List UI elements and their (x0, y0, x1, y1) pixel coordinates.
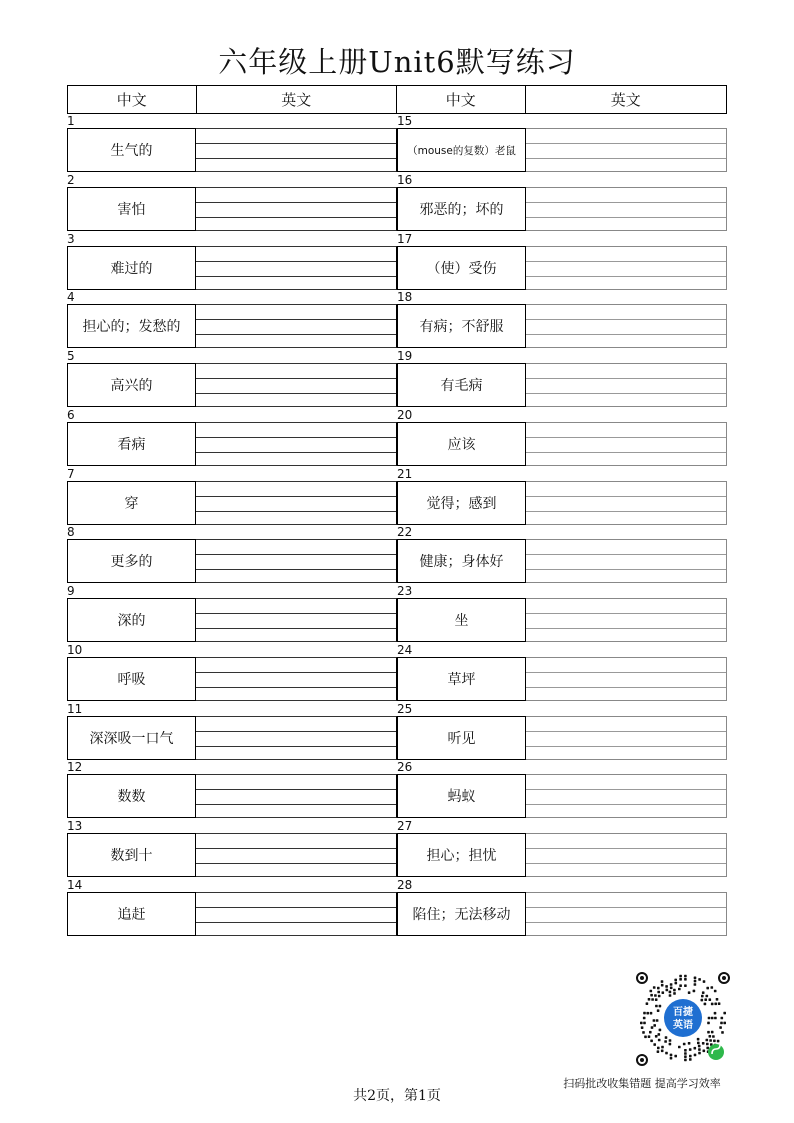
writing-line (196, 496, 396, 497)
writing-line (196, 907, 396, 908)
item-number: 21 (397, 466, 413, 481)
right-entry (397, 760, 727, 819)
writing-line (526, 848, 726, 849)
chinese-word-cell (397, 833, 526, 877)
english-answer-lines[interactable] (196, 187, 397, 231)
chinese-word: 看病 (117, 436, 146, 453)
writing-line (196, 687, 396, 688)
dictation-table (67, 114, 727, 937)
item-number: 9 (67, 584, 75, 598)
writing-line (526, 554, 726, 555)
page-title: 六年级上册Unit6默写练习 (218, 45, 576, 79)
left-entry (67, 232, 397, 291)
chinese-word: 觉得；感到 (426, 495, 497, 512)
table-row (67, 349, 727, 408)
qr-logo-line2: 英语 (673, 1020, 693, 1031)
chinese-word: 生气的 (110, 143, 153, 159)
english-answer-lines[interactable] (526, 833, 727, 877)
item-number: 14 (67, 877, 83, 892)
left-entry (67, 819, 397, 878)
chinese-word-cell (67, 422, 196, 466)
writing-line (526, 687, 726, 688)
left-entry (67, 702, 397, 761)
writing-line (526, 437, 726, 438)
table-row (67, 467, 727, 526)
chinese-word-cell (397, 892, 526, 936)
chinese-word-cell (67, 363, 196, 407)
table-row (67, 702, 727, 761)
table-row (67, 232, 727, 291)
english-answer-lines[interactable] (526, 892, 727, 936)
writing-line (196, 511, 396, 512)
english-answer-lines[interactable] (526, 716, 727, 760)
english-answer-lines[interactable] (196, 246, 397, 290)
left-entry (67, 290, 397, 349)
writing-line (526, 276, 726, 277)
right-entry (397, 114, 727, 173)
writing-line (526, 672, 726, 673)
left-entry (67, 467, 397, 526)
right-entry (397, 525, 727, 584)
writing-line (196, 569, 396, 570)
right-entry (397, 643, 727, 702)
english-answer-lines[interactable] (196, 422, 397, 466)
left-entry (67, 114, 397, 173)
item-number: 26 (397, 760, 413, 775)
chinese-word: 草坪 (447, 671, 476, 688)
right-entry (397, 349, 727, 408)
chinese-word-cell (397, 774, 526, 818)
chinese-word: 健康；身体好 (419, 554, 504, 571)
english-answer-lines[interactable] (526, 657, 727, 701)
chinese-word-cell (67, 833, 196, 877)
item-number: 4 (67, 290, 75, 305)
chinese-word-cell (397, 598, 526, 642)
table-row (67, 408, 727, 467)
wechat-mini-icon (708, 1044, 724, 1060)
english-answer-lines[interactable] (196, 892, 397, 936)
chinese-word-cell (397, 187, 526, 231)
item-number: 10 (67, 642, 83, 657)
chinese-word-cell (67, 128, 196, 172)
writing-line (526, 863, 726, 864)
header-english-2: 英文 (610, 91, 641, 109)
right-entry (397, 232, 727, 291)
item-number: 8 (67, 525, 75, 540)
chinese-word: 数数 (117, 789, 146, 806)
writing-line (196, 863, 396, 864)
table-header (67, 85, 727, 114)
right-entry (397, 702, 727, 761)
chinese-word: 数到十 (110, 848, 153, 864)
table-row (67, 173, 727, 232)
writing-line (196, 437, 396, 438)
item-number: 25 (397, 701, 413, 716)
chinese-word: 陷住；无法移动 (412, 906, 511, 923)
english-answer-lines[interactable] (526, 128, 727, 172)
writing-line (526, 452, 726, 453)
writing-line (196, 334, 396, 335)
right-entry (397, 819, 727, 878)
writing-line (196, 217, 396, 218)
chinese-word-cell (67, 187, 196, 231)
table-row (67, 760, 727, 819)
writing-line (196, 848, 396, 849)
left-entry (67, 878, 397, 937)
chinese-word: 深的 (117, 613, 146, 629)
writing-line (526, 496, 726, 497)
item-number: 2 (67, 172, 75, 187)
chinese-word: 深深吸一口气 (89, 730, 174, 747)
left-entry (67, 643, 397, 702)
right-entry (397, 290, 727, 349)
chinese-word-cell (397, 363, 526, 407)
page-footer: 共2页，第1页 (353, 1088, 441, 1104)
chinese-word: （mouse的复数）老鼠 (407, 144, 516, 157)
english-answer-lines[interactable] (526, 539, 727, 583)
chinese-word-cell (67, 539, 196, 583)
chinese-word: 穿 (124, 495, 139, 512)
writing-line (526, 319, 726, 320)
writing-line (196, 276, 396, 277)
table-row (67, 114, 727, 173)
writing-line (196, 378, 396, 379)
english-answer-lines[interactable] (196, 128, 397, 172)
item-number: 24 (397, 642, 413, 657)
writing-line (526, 907, 726, 908)
chinese-word: 担心的；发愁的 (82, 319, 181, 336)
writing-line (196, 922, 396, 923)
chinese-word-cell (397, 128, 526, 172)
chinese-word: 听见 (447, 730, 476, 747)
english-answer-lines[interactable] (526, 187, 727, 231)
item-number: 7 (67, 466, 75, 481)
english-answer-lines[interactable] (196, 657, 397, 701)
chinese-word: 呼吸 (117, 671, 146, 688)
english-answer-lines[interactable] (196, 598, 397, 642)
chinese-word-cell (67, 598, 196, 642)
writing-line (526, 613, 726, 614)
item-number: 28 (397, 877, 413, 892)
chinese-word: 高兴的 (110, 378, 153, 394)
writing-line (196, 319, 396, 320)
item-number: 6 (67, 407, 75, 422)
chinese-word: 有毛病 (440, 378, 483, 394)
writing-line (196, 393, 396, 394)
writing-line (526, 143, 726, 144)
chinese-word: 追赶 (117, 906, 146, 923)
chinese-word: 坐 (454, 613, 469, 629)
writing-line (196, 158, 396, 159)
item-number: 15 (397, 114, 413, 128)
item-number: 5 (67, 349, 75, 363)
table-row (67, 525, 727, 584)
item-number: 11 (67, 701, 83, 716)
writing-line (526, 511, 726, 512)
chinese-word-cell (397, 246, 526, 290)
writing-line (196, 452, 396, 453)
writing-line (196, 672, 396, 673)
table-row (67, 643, 727, 702)
item-number: 13 (67, 819, 83, 833)
chinese-word-cell (397, 481, 526, 525)
writing-line (526, 804, 726, 805)
english-answer-lines[interactable] (526, 598, 727, 642)
english-answer-lines[interactable] (196, 774, 397, 818)
item-number: 16 (397, 172, 413, 187)
writing-line (526, 261, 726, 262)
writing-line (196, 202, 396, 203)
chinese-word-cell (397, 716, 526, 760)
english-answer-lines[interactable] (526, 422, 727, 466)
item-number: 1 (67, 114, 75, 128)
english-answer-lines[interactable] (526, 363, 727, 407)
chinese-word: 应该 (447, 436, 476, 453)
writing-line (196, 731, 396, 732)
table-row (67, 819, 727, 878)
writing-line (196, 261, 396, 262)
chinese-word: 有病；不舒服 (419, 319, 504, 336)
item-number: 19 (397, 349, 413, 363)
writing-line (196, 804, 396, 805)
writing-line (526, 334, 726, 335)
writing-line (526, 217, 726, 218)
chinese-word-cell (397, 657, 526, 701)
writing-line (526, 378, 726, 379)
english-answer-lines[interactable] (526, 774, 727, 818)
writing-line (196, 746, 396, 747)
left-entry (67, 760, 397, 819)
qr-caption: 扫码批改收集错题 提高学习效率 (563, 1077, 721, 1090)
qr-code-icon (636, 972, 730, 1066)
right-entry (397, 408, 727, 467)
writing-line (526, 158, 726, 159)
header-english-1: 英文 (197, 86, 397, 113)
item-number: 3 (67, 231, 75, 246)
writing-line (526, 789, 726, 790)
qr-logo-badge (664, 999, 702, 1037)
writing-line (196, 143, 396, 144)
english-answer-lines[interactable] (526, 481, 727, 525)
english-answer-lines[interactable] (196, 481, 397, 525)
chinese-word: 邪恶的；坏的 (419, 201, 504, 218)
english-answer-lines[interactable] (196, 833, 397, 877)
chinese-word-cell (67, 481, 196, 525)
item-number: 20 (397, 407, 413, 422)
english-answer-lines[interactable] (196, 363, 397, 407)
writing-line (526, 393, 726, 394)
chinese-word: 害怕 (117, 201, 146, 218)
chinese-word-cell (67, 657, 196, 701)
header-chinese-2: 中文 (397, 86, 526, 113)
right-entry (397, 467, 727, 526)
chinese-word-cell (397, 422, 526, 466)
left-entry (67, 584, 397, 643)
writing-line (526, 569, 726, 570)
writing-line (196, 613, 396, 614)
left-entry (67, 349, 397, 408)
item-number: 22 (397, 525, 413, 540)
writing-line (196, 628, 396, 629)
english-answer-lines[interactable] (196, 304, 397, 348)
writing-line (196, 554, 396, 555)
right-entry (397, 878, 727, 937)
english-answer-lines[interactable] (526, 304, 727, 348)
chinese-word: 蚂蚁 (447, 789, 476, 806)
chinese-word: （使）受伤 (426, 260, 497, 277)
item-number: 18 (397, 290, 413, 305)
item-number: 17 (397, 231, 413, 246)
left-entry (67, 525, 397, 584)
writing-line (526, 746, 726, 747)
writing-line (526, 922, 726, 923)
item-number: 23 (397, 584, 413, 598)
chinese-word: 担心；担忧 (426, 848, 497, 864)
chinese-word-cell (67, 892, 196, 936)
left-entry (67, 408, 397, 467)
chinese-word-cell (67, 304, 196, 348)
chinese-word-cell (397, 304, 526, 348)
left-entry (67, 173, 397, 232)
writing-line (196, 789, 396, 790)
writing-line (526, 731, 726, 732)
chinese-word: 更多的 (110, 554, 153, 571)
table-row (67, 584, 727, 643)
writing-line (526, 202, 726, 203)
chinese-word-cell (67, 774, 196, 818)
right-entry (397, 584, 727, 643)
right-entry (397, 173, 727, 232)
qr-logo-line1: 百捷 (673, 1007, 693, 1018)
table-row (67, 878, 727, 937)
english-answer-lines[interactable] (196, 539, 397, 583)
item-number: 12 (67, 760, 83, 775)
english-answer-lines[interactable] (196, 716, 397, 760)
chinese-word-cell (67, 716, 196, 760)
writing-line (526, 628, 726, 629)
chinese-word-cell (67, 246, 196, 290)
chinese-word-cell (397, 539, 526, 583)
table-row (67, 290, 727, 349)
item-number: 27 (397, 819, 413, 833)
english-answer-lines[interactable] (526, 246, 727, 290)
header-chinese-1: 中文 (68, 86, 197, 113)
chinese-word: 难过的 (110, 260, 153, 277)
